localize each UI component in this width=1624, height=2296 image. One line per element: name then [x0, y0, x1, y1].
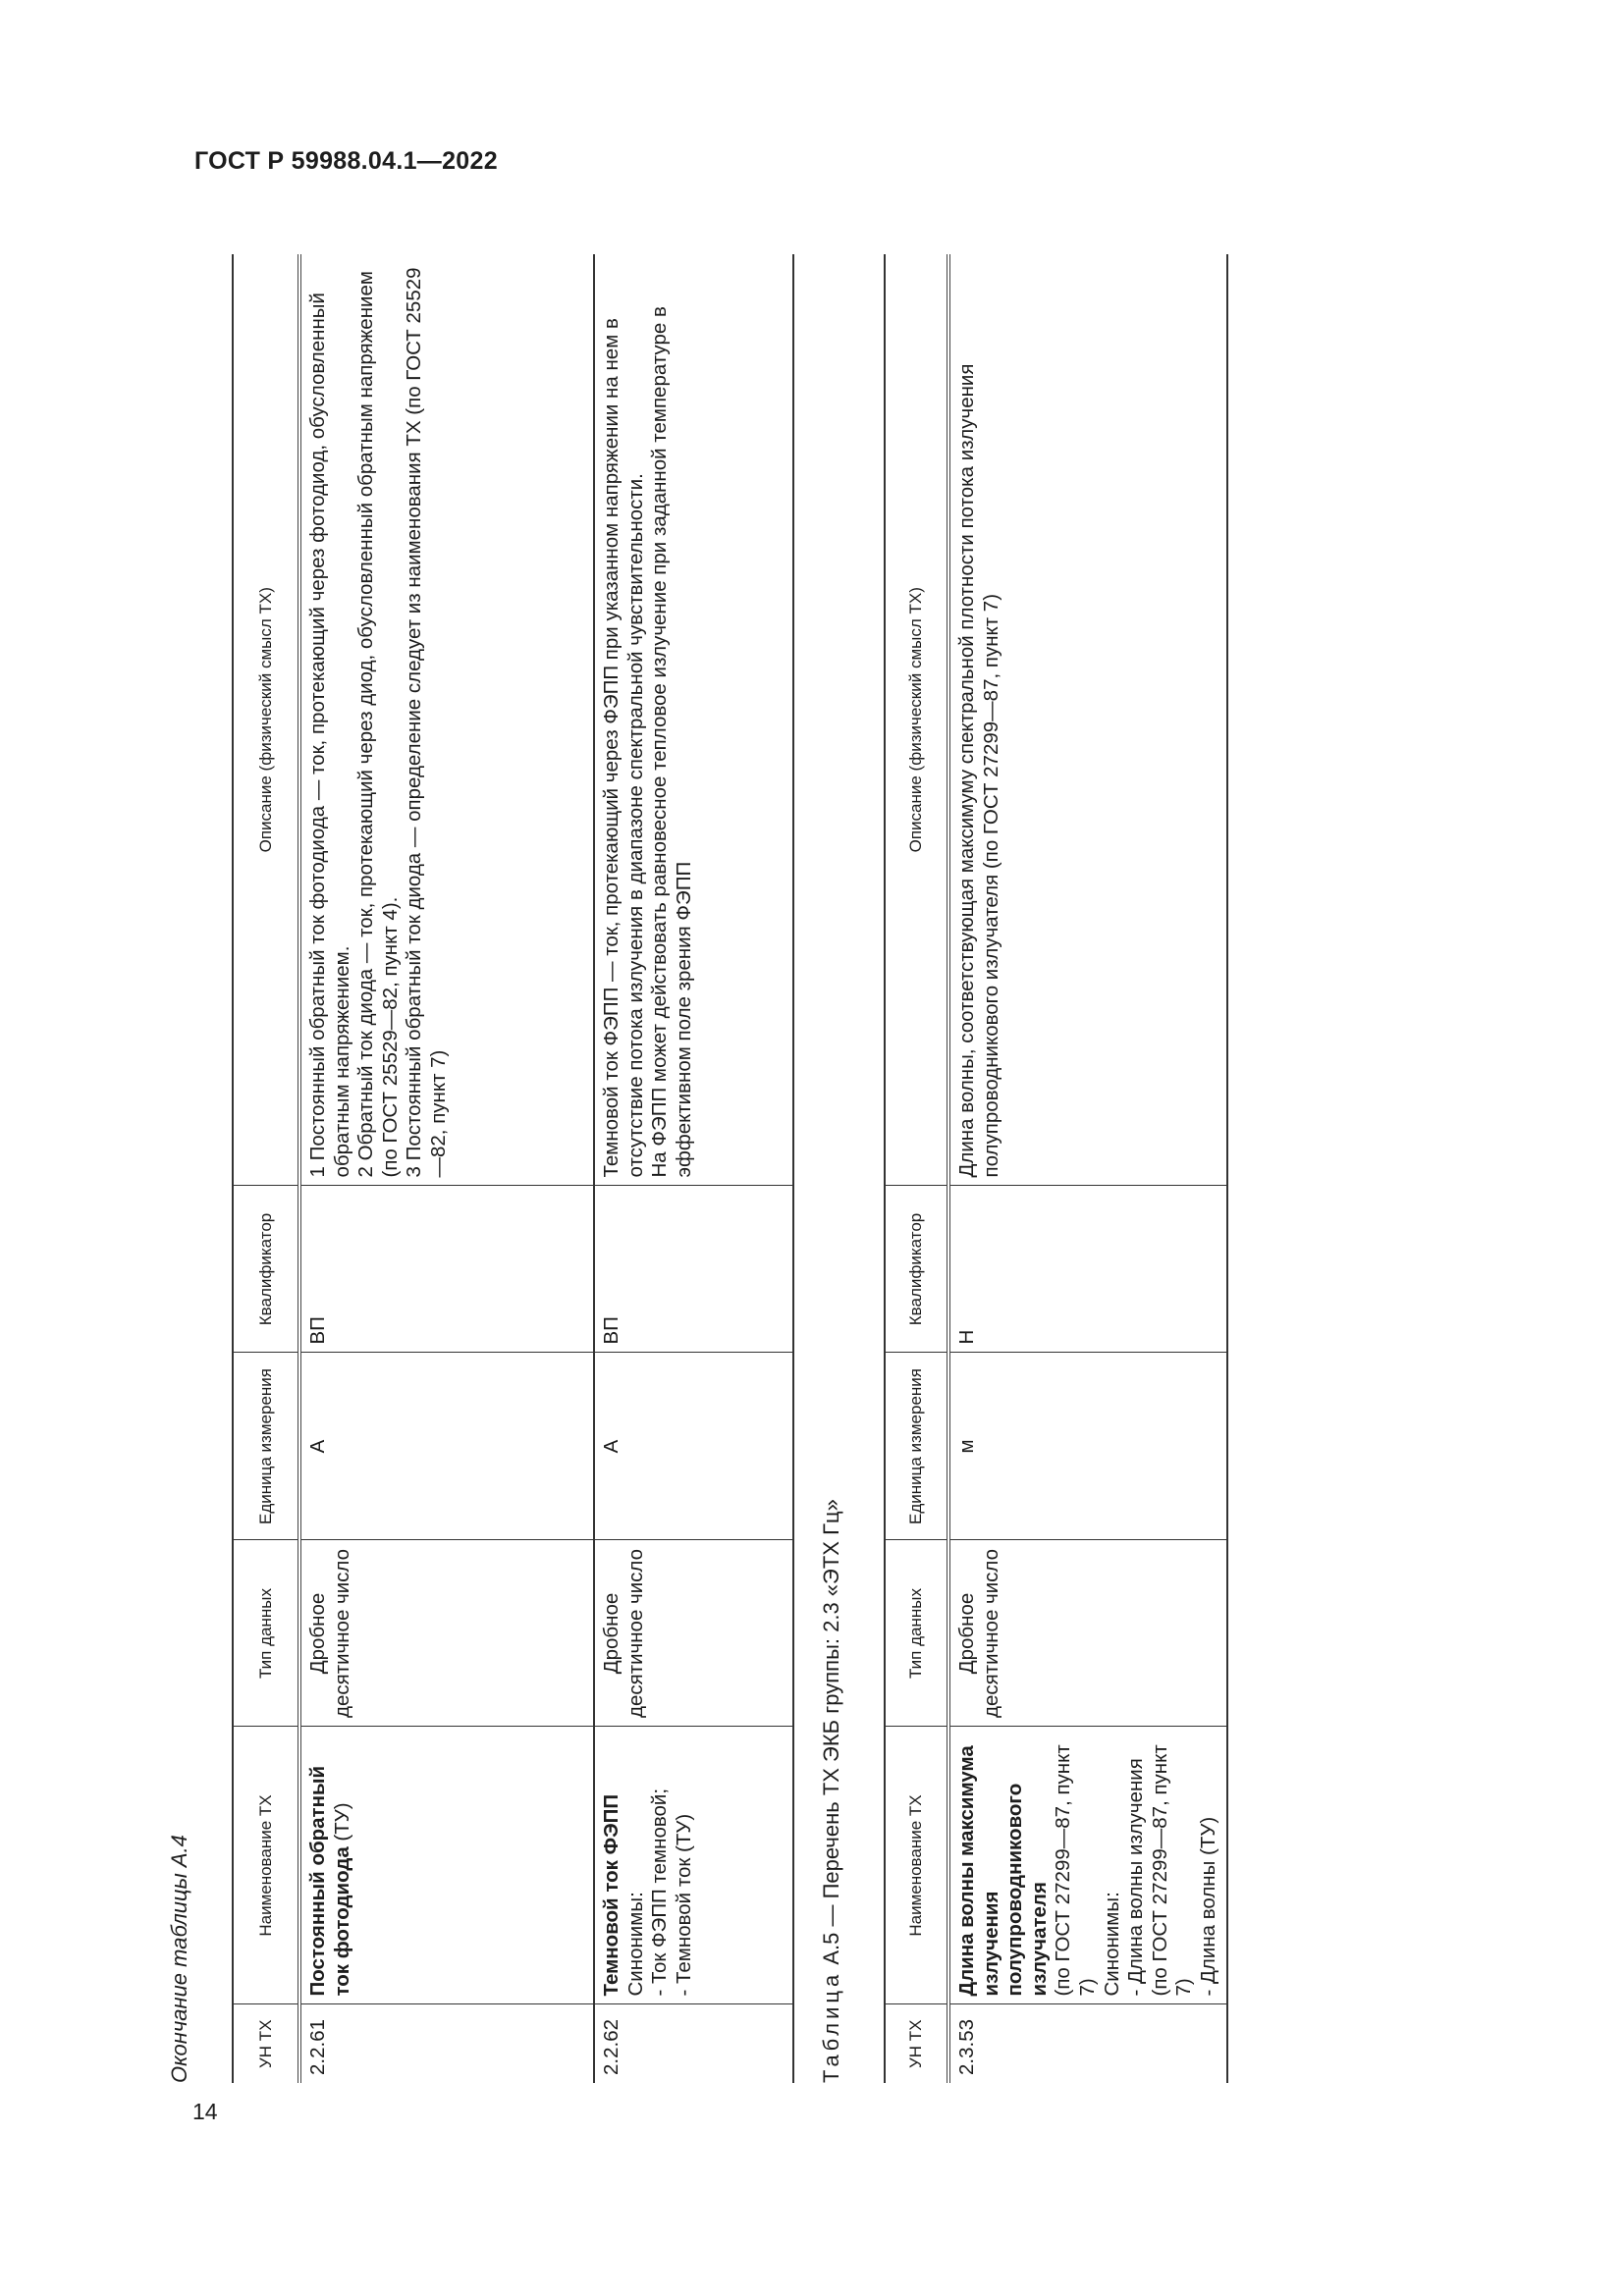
name-line: Синонимы:: [623, 1892, 647, 1997]
name-cell: [948, 1727, 1227, 2004]
header-cell: УН ТХ: [885, 2004, 948, 2083]
qualifier-cell: ВП: [594, 1186, 793, 1353]
description-cell: [948, 254, 1227, 1186]
header-cell: Квалификатор: [233, 1186, 299, 1353]
name-line: - Длина волны излучения: [1124, 1758, 1148, 1997]
header-cell: УН ТХ: [233, 2004, 299, 2083]
document-code: ГОСТ Р 59988.04.1—2022: [194, 147, 498, 175]
header-cell: Наименование ТХ: [885, 1727, 948, 2004]
unit-cell: А: [594, 1353, 793, 1540]
name-bold: Темновой ток ФЭПП: [600, 1793, 623, 1997]
header-cell: Описание (физический смысл ТХ): [885, 254, 948, 1186]
name-rest: (ТУ): [330, 1802, 353, 1847]
description-cell: [594, 254, 793, 1186]
name-cell: [299, 1727, 594, 2004]
type-cell: Дробное десятичное число: [594, 1540, 793, 1727]
name-cell: [594, 1727, 793, 2004]
description-line: 2 Обратный ток диода — ток, протекающий через диод, обусловленный обратным напряжением (по ГОСТ 25529—82, пункт 4).: [354, 271, 402, 1178]
table-a4-caption: Окончание таблицы А.4: [167, 1835, 191, 2083]
code-cell: 2.3.53: [955, 2019, 978, 2075]
code-cell: 2.2.62: [600, 2019, 623, 2075]
table-a4-header-row: [233, 254, 299, 2083]
caption-prefix: Таблица: [819, 1970, 843, 2083]
unit-cell: м: [948, 1353, 1227, 1540]
table-a5: [884, 254, 1228, 2083]
header-cell: Описание (физический смысл ТХ): [233, 254, 299, 1186]
header-cell: Тип данных: [233, 1540, 299, 1727]
table-row: [948, 254, 1227, 2083]
description-line: 1 Постоянный обратный ток фотодиода — ток, протекающий через фотодиод, обусловленный обратным напряжением.: [306, 293, 353, 1178]
header-cell: Наименование ТХ: [233, 1727, 299, 2004]
name-line: Синонимы:: [1100, 1892, 1123, 1997]
table-a5-header-row: [885, 254, 948, 2083]
header-cell: Единица измерения: [233, 1353, 299, 1540]
code-cell: 2.2.61: [306, 2019, 329, 2075]
description-cell: [299, 254, 594, 1186]
header-cell: Тип данных: [885, 1540, 948, 1727]
name-line: - Длина волны (ТУ): [1196, 1816, 1219, 1997]
table-row: [594, 254, 793, 2083]
description-line: Длина волны, соответствующая максимуму спектральной плотности потока излучения полупроводникового излучателя (по ГОСТ 27299—87, пункт 7): [955, 363, 1002, 1178]
table-a5-rotated-block: [819, 0, 1624, 2083]
description-line: 3 Постоянный обратный ток диода — определение следует из наименования ТХ (по ГОСТ 25529—82, пункт 7): [403, 267, 450, 1178]
name-bold: Длина волны максимума излучения полупроводникового излучателя: [955, 1745, 1051, 1997]
description-line: На ФЭПП может действовать равновесное тепловое излучение при заданной температуре в эффективном поле зрения ФЭПП: [648, 306, 695, 1178]
unit-cell: А: [299, 1353, 594, 1540]
table-a5-caption: [819, 1499, 844, 2083]
caption-rest: А.5 — Перечень ТХ ЭКБ группы: 2.3 «ЭТХ Гц»: [819, 1499, 843, 1971]
name-line: (по ГОСТ 27299—87, пункт 7): [1052, 1744, 1099, 1997]
name-line: - Ток ФЭПП темновой;: [648, 1788, 672, 1997]
name-line: - Темновой ток (ТУ): [672, 1813, 695, 1997]
qualifier-cell: ВП: [299, 1186, 594, 1353]
header-cell: Единица измерения: [885, 1353, 948, 1540]
qualifier-cell: Н: [948, 1186, 1227, 1353]
type-cell: Дробное десятичное число: [299, 1540, 594, 1727]
table-a4: [232, 254, 794, 2083]
description-line: Темновой ток ФЭПП — ток, протекающий через ФЭПП при указанном напряжении на нем в отсутствие потока излучения в диапазоне спектральной чувствительности.: [600, 318, 647, 1178]
header-cell: Квалификатор: [885, 1186, 948, 1353]
name-bold: Постоянный обратный ток фотодиода: [306, 1765, 353, 1997]
name-line: (по ГОСТ 27299—87, пункт 7): [1148, 1744, 1196, 1997]
type-cell: Дробное десятичное число: [948, 1540, 1227, 1727]
page-number: 14: [192, 2099, 218, 2124]
table-row: [299, 254, 594, 2083]
